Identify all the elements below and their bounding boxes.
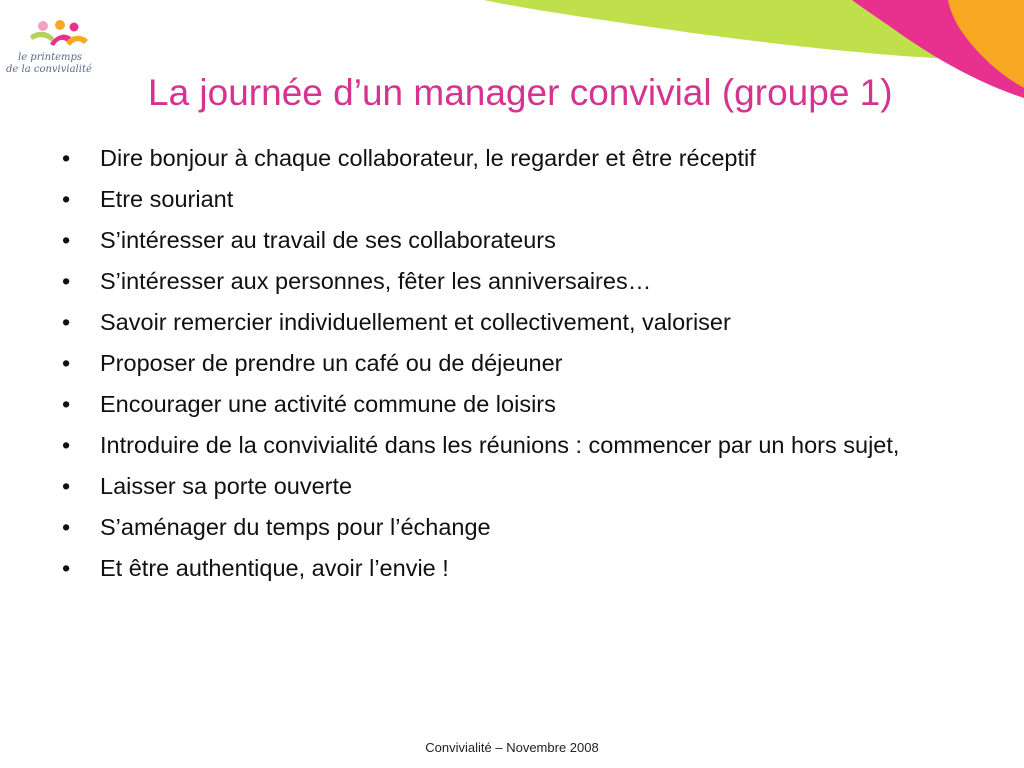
logo-text-line-2: de la convivialité xyxy=(6,64,92,75)
bullet-list xyxy=(62,142,962,593)
bullet-item xyxy=(62,511,962,544)
logo xyxy=(4,18,104,84)
bullet-dot-icon: • xyxy=(62,350,71,376)
bullet-text: Encourager une activité commune de loisirs xyxy=(100,391,556,417)
bullet-dot-icon: • xyxy=(62,473,71,499)
bullet-text: S’aménager du temps pour l’échange xyxy=(100,514,491,540)
logo-figures-icon xyxy=(26,18,96,52)
bullet-text: S’intéresser aux personnes, fêter les anniversaires… xyxy=(100,268,652,294)
bullet-item xyxy=(62,470,962,503)
bullet-item xyxy=(62,306,962,339)
bullet-dot-icon: • xyxy=(62,227,71,253)
bullet-text: Laisser sa porte ouverte xyxy=(100,473,353,499)
bullet-item xyxy=(62,429,962,462)
slide-title: La journée d’un manager convivial (groupe 1) xyxy=(148,72,893,113)
bullet-item xyxy=(62,224,962,257)
bullet-text: Dire bonjour à chaque collaborateur, le regarder et être réceptif xyxy=(100,145,756,171)
bullet-item xyxy=(62,142,962,175)
bullet-item xyxy=(62,347,962,380)
bullet-item xyxy=(62,552,962,585)
bullet-item xyxy=(62,183,962,216)
decorative-swooshes xyxy=(0,0,1024,140)
bullet-dot-icon: • xyxy=(62,268,71,294)
bullet-dot-icon: • xyxy=(62,432,71,458)
bullet-dot-icon: • xyxy=(62,391,71,417)
bullet-dot-icon: • xyxy=(62,309,71,335)
bullet-text: Proposer de prendre un café ou de déjeuner xyxy=(100,350,563,376)
bullet-text: Savoir remercier individuellement et collectivement, valoriser xyxy=(100,309,731,335)
slide-footer: Convivialité – Novembre 2008 xyxy=(425,740,599,755)
bullet-text: Introduire de la convivialité dans les réunions : commencer par un hors sujet, xyxy=(100,432,900,458)
bullet-text: Etre souriant xyxy=(100,186,234,212)
bullet-dot-icon: • xyxy=(62,145,71,171)
bullet-dot-icon: • xyxy=(62,186,71,212)
bullet-dot-icon: • xyxy=(62,514,71,540)
bullet-item xyxy=(62,265,962,298)
bullet-dot-icon: • xyxy=(62,555,71,581)
logo-text-line-1: le printemps xyxy=(18,52,83,63)
bullet-item xyxy=(62,388,962,421)
bullet-text: S’intéresser au travail de ses collaborateurs xyxy=(100,227,556,253)
bullet-text: Et être authentique, avoir l’envie ! xyxy=(100,555,449,581)
